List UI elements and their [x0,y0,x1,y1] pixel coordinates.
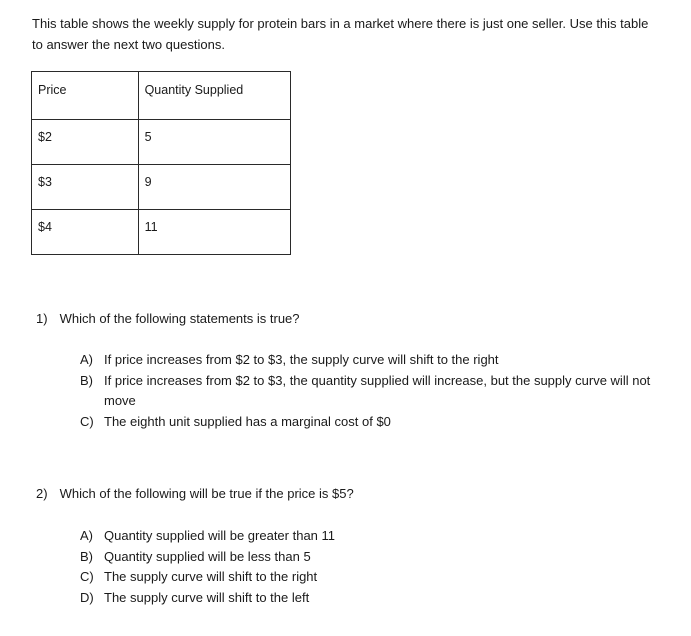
question-1 [36,311,300,326]
option-letter: C) [80,569,94,584]
option-letter: B) [80,548,93,564]
column-header-label: Price [38,83,67,97]
answer-option-a [80,526,670,547]
column-header-price [32,72,139,120]
option-text: If price increases from $2 to $3, the quantity supplied will increase, but the supply curve will not move [104,372,651,408]
table-header-row [32,72,291,120]
answer-option-b [80,547,670,568]
column-header-quantity [138,72,290,120]
price-cell [32,120,139,165]
option-text: Quantity supplied will be greater than 11 [104,528,336,543]
question-1-options [80,350,670,432]
table-row [32,165,291,210]
table-row [32,210,291,255]
cell-value: $4 [38,220,52,234]
option-text: The eighth unit supplied has a marginal cost of $0 [104,413,391,429]
option-letter: C) [80,413,94,429]
option-letter: A) [80,352,93,367]
quantity-cell [138,210,290,255]
answer-option-d [80,588,670,609]
cell-value: $2 [38,130,52,144]
supply-table [31,71,291,255]
answer-option-a [80,350,670,371]
quantity-cell [138,120,290,165]
question-number: 2) [36,486,48,501]
cell-value: 11 [144,220,158,234]
answer-option-b [80,371,670,412]
question-text: Which of the following will be true if the price is $5? [59,486,354,501]
cell-value: 5 [144,130,152,144]
option-text: Quantity supplied will be less than 5 [104,548,311,564]
question-2 [36,486,354,501]
question-2-options [80,526,670,608]
option-letter: D) [80,589,94,605]
answer-option-c [80,412,670,433]
option-letter: A) [80,528,93,543]
cell-value: 9 [144,175,152,189]
option-text: If price increases from $2 to $3, the supply curve will shift to the right [104,352,499,367]
price-cell [32,165,139,210]
price-cell [32,210,139,255]
option-text: The supply curve will shift to the left [104,589,310,605]
cell-value: $3 [38,175,52,189]
option-letter: B) [80,372,93,388]
column-header-label: Quantity Supplied [144,83,244,97]
option-text: The supply curve will shift to the right [104,569,318,584]
question-number: 1) [36,311,48,326]
answer-option-c [80,567,670,588]
intro-paragraph: This table shows the weekly supply for protein bars in a market where there is just one seller. Use this table to answer the next two questions. [32,16,649,52]
question-text: Which of the following statements is true? [59,311,300,326]
table-row [32,120,291,165]
quantity-cell [138,165,290,210]
